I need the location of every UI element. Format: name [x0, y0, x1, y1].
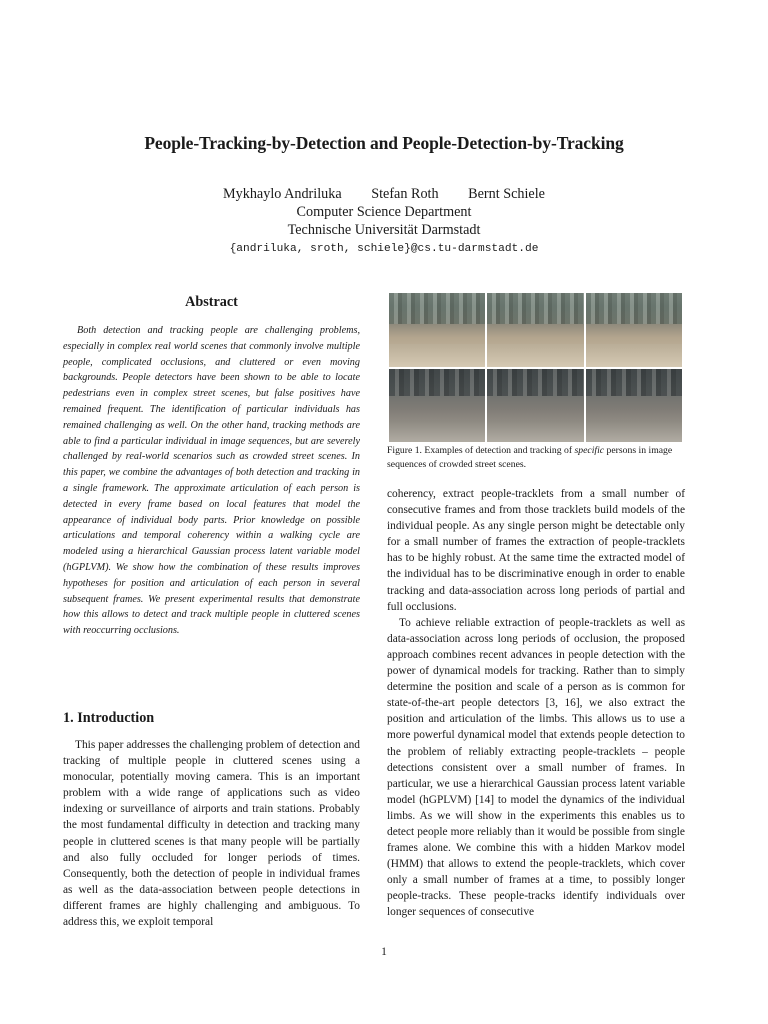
street-frame-image [389, 293, 485, 367]
page-number: 1 [381, 946, 387, 958]
right-column-text [387, 486, 685, 921]
author-name: Bernt Schiele [468, 186, 545, 202]
introduction-paragraph: This paper addresses the challenging problem of detection and tracking of multiple people in cluttered scenes using a monocular, potentially moving camera. This is an important problem with a wide range of applications such as video indexing or surveillance of airports and train stations. Probably the most fundamental difficulty in detection and tracking many people in cluttered scenes is that many people will be partially and also fully occluded for longer periods of times. Consequently, both the detection of people in individual frames as well as the data-association between people detections in different frames are highly challenging and ambiguous. To address this, we exploit temporal [63, 739, 360, 929]
author-emails: {andriluka, sroth, schiele}@cs.tu-darmstadt.de [229, 243, 539, 255]
street-frame-image [586, 369, 682, 443]
figure-1-caption [387, 444, 685, 472]
author-name: Stefan Roth [371, 186, 439, 202]
figure-1-image [389, 293, 682, 442]
street-frame-image [586, 293, 682, 367]
street-frame-image [487, 293, 583, 367]
affiliation-department: Computer Science Department [296, 204, 472, 220]
author-list [0, 186, 768, 203]
street-frame-image [487, 369, 583, 443]
abstract-heading: Abstract [185, 294, 238, 310]
street-frame-image [389, 369, 485, 443]
body-paragraph: coherency, extract people-tracklets from a small number of consecutive frames and from those tracklets build models of the individual people. As any single person might be detectable only for a small number of frames the extraction of people-tracklets has to be highly robust. At the same time the extracted model of the individual has to be discriminative enough in order to enable tracking and data-association across long periods of partial and full occlusions. [387, 488, 685, 613]
caption-text: persons in image sequences of crowded street scenes. [387, 445, 673, 470]
body-paragraph: To achieve reliable extraction of people-tracklets as well as data-association across long periods of occlusion, the proposed approach combines recent advances in people detection with the power of dynamical models for tracking. Rather than to simply determine the position and scale of a person as is common for state-of-the-art people detectors [3, 16], we also extract the position and articulation of the limbs. This allows us to use a more powerful dynamical model that extends people detection to the problem of reliably extracting people-tracklets – people detections consistent over a small number of frames. In particular, we use a hierarchical Gaussian process latent variable model (hGPLVM) [14] to model the dynamics of the individual limbs. As we will show in the experiments this enables us to detect people more reliably than it would be possible from single frames alone. We combine this with a hidden Markov model (HMM) that allows to extend the people-tracklets, which cover only a small number of frames at a time, to possibly longer people-tracks. These people-tracks identify individuals over longer sequences of consecutive [387, 616, 685, 919]
author-name: Mykhaylo Andriluka [223, 186, 342, 202]
affiliation-university: Technische Universität Darmstadt [287, 222, 481, 238]
caption-text: Figure 1. Examples of detection and tracking of [387, 445, 575, 456]
introduction-heading: 1. Introduction [63, 710, 155, 726]
abstract-text: Both detection and tracking people are challenging problems, especially in complex real world scenes that commonly involve multiple people, complicated occlusions, and cluttered or even moving backgrounds. People detectors have been shown to be able to locate pedestrians even in complex street scenes, but false positives have remained frequent. The identification of particular individuals has remained challenging as well. On the other hand, tracking methods are able to find a particular individual in image sequences, but are severely challenged by real-world scenarios such as crowded street scenes. In this paper, we combine the advantages of both detection and tracking in a single framework. The approximate articulation of each person is detected in every frame based on local features that model the appearance of individual body parts. Prior knowledge on possible articulations and temporal coherency within a walking cycle are modeled using a hierarchical Gaussian process latent variable model (hGPLVM). We show how the combination of these results improves hypotheses for position and articulation of each person in several subsequent frames. We present experimental results that demonstrate how this allows to detect and track multiple people in cluttered scenes with reoccurring occlusions. [63, 325, 360, 637]
caption-emphasis: specific [574, 445, 605, 456]
paper-title: People-Tracking-by-Detection and People-Detection-by-Tracking [144, 133, 624, 153]
